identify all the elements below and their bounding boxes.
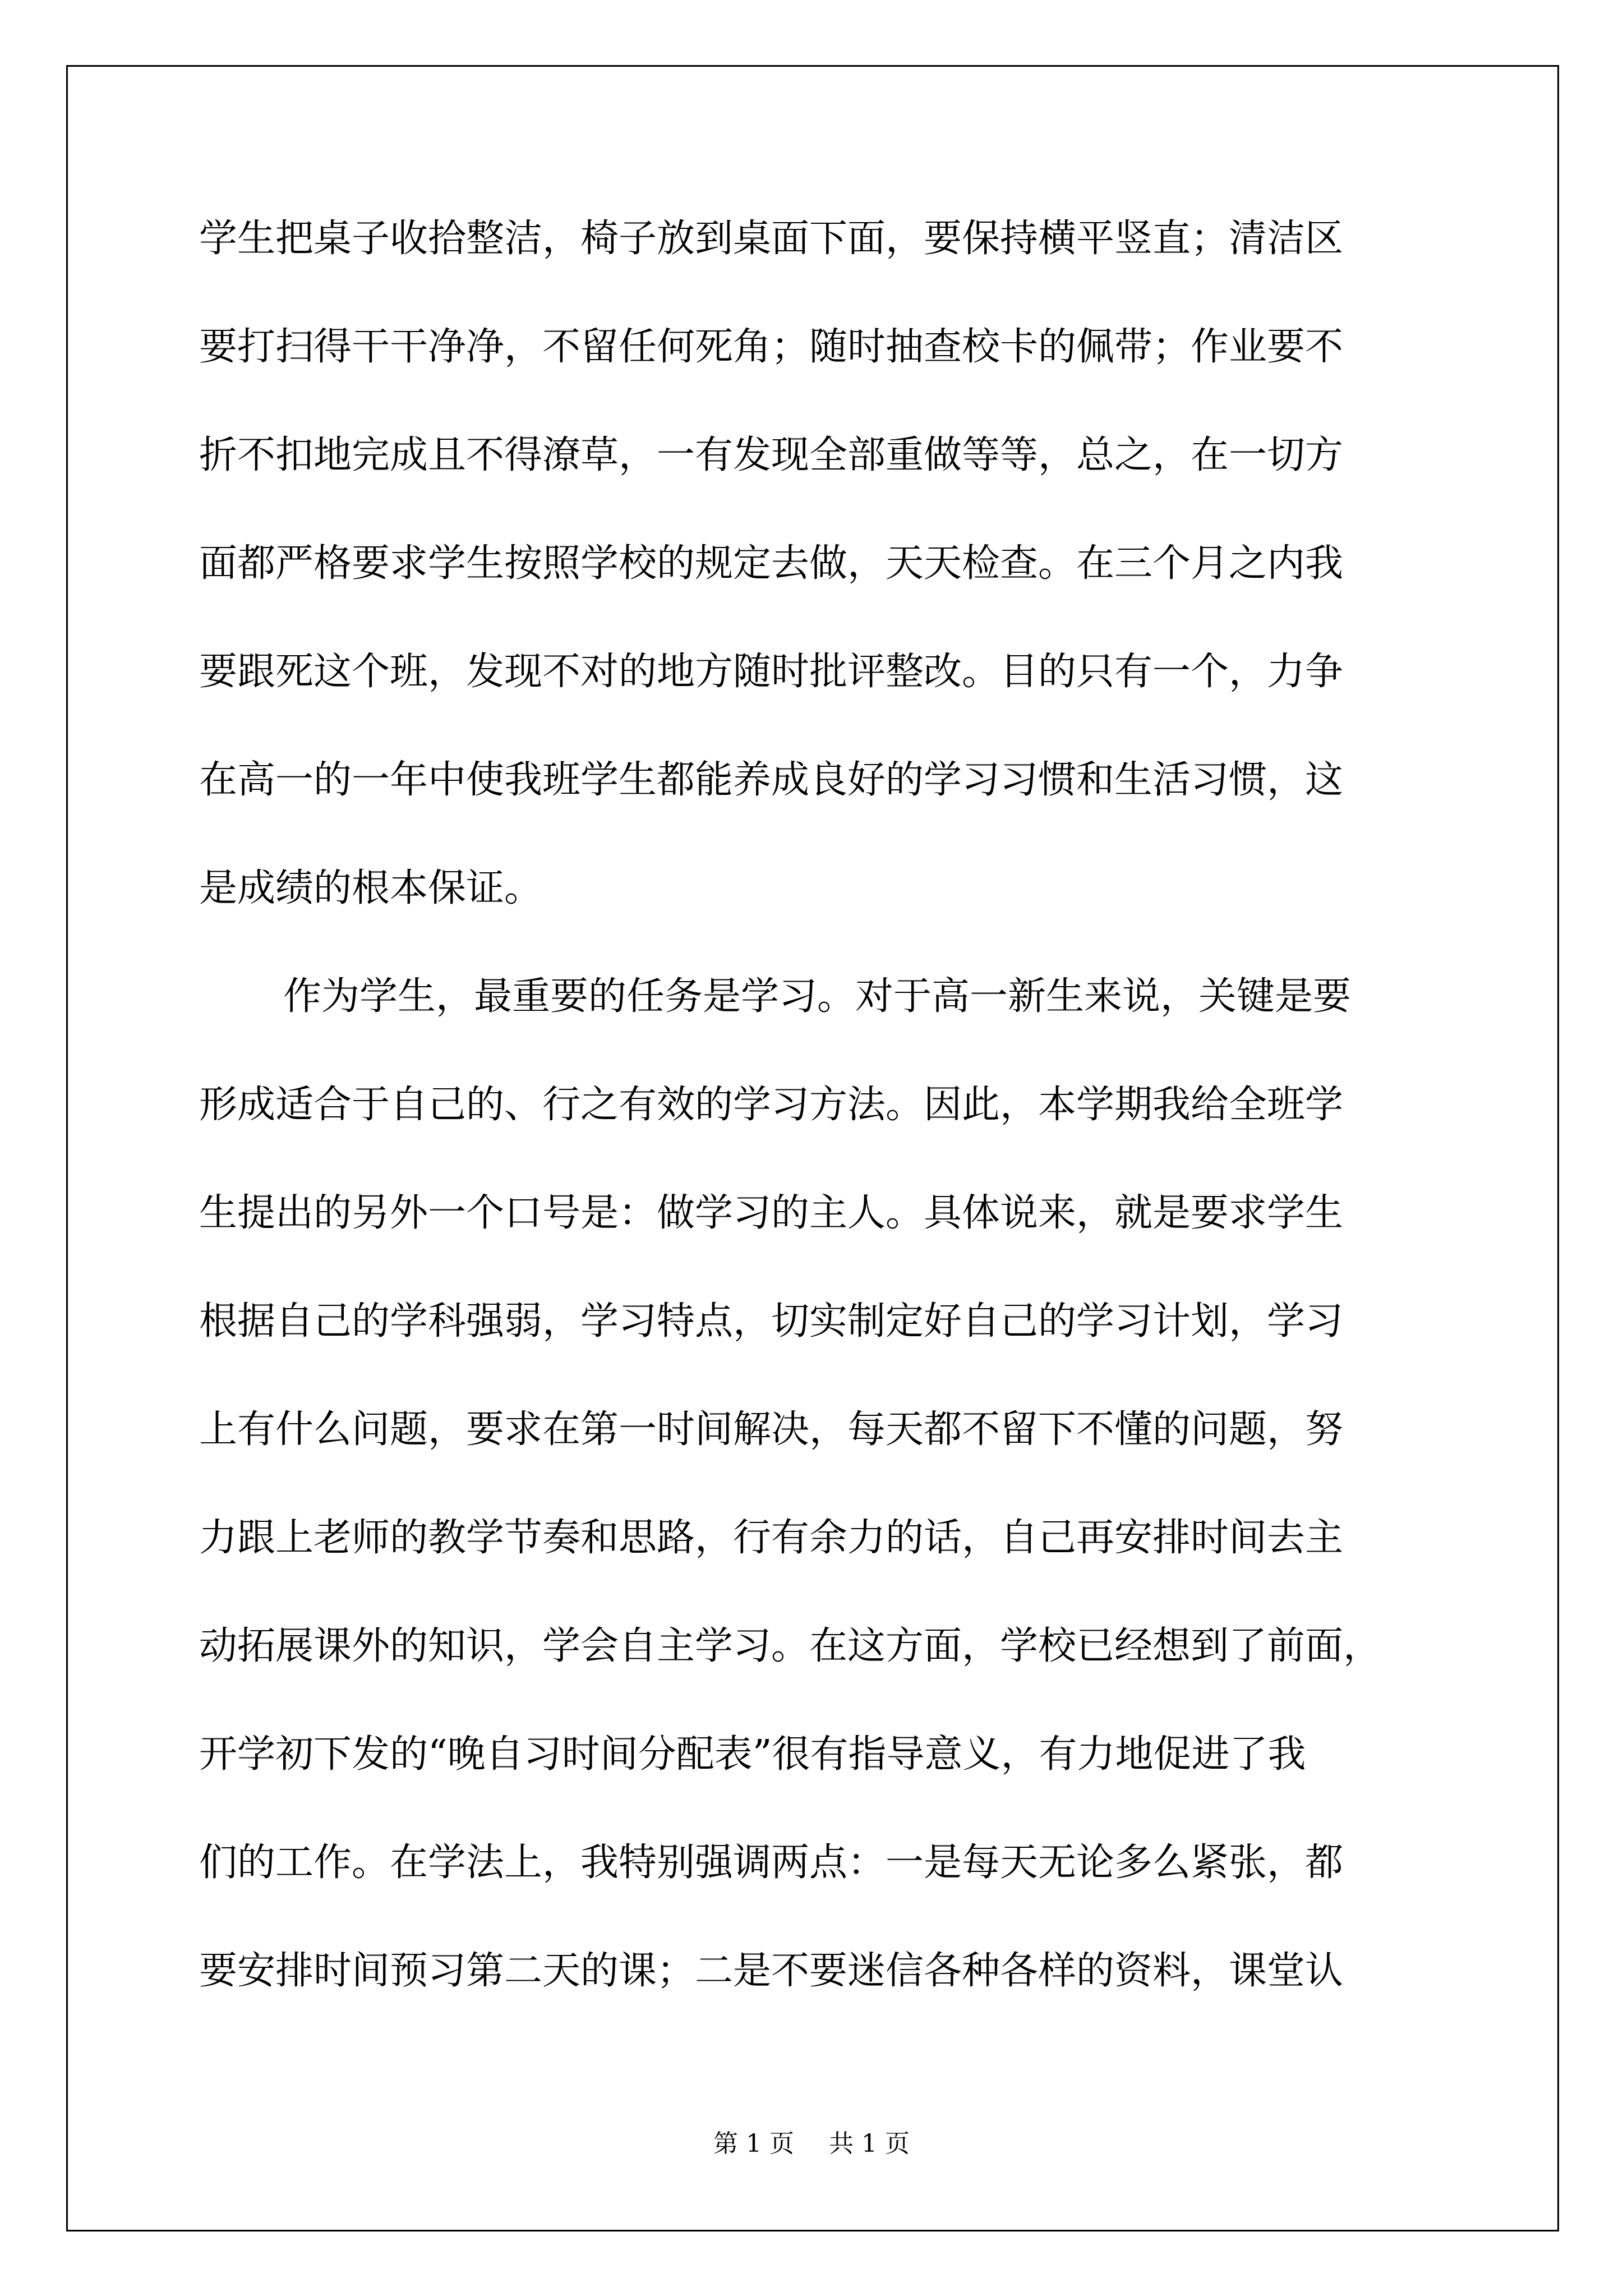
text-line: 形成适合于自己的、行之有效的学习方法。因此，本学期我给全班学: [199, 1083, 1344, 1127]
text-line: 上有什么问题，要求在第一时间解决，每天都不留下不懂的问题，努: [199, 1407, 1344, 1452]
page-number: 第 1 页: [713, 2129, 794, 2158]
text-line: 根据自己的学科强弱，学习特点，切实制定好自己的学习计划，学习: [199, 1299, 1344, 1343]
text-line: 动拓展课外的知识，学会自主学习。在这方面，学校已经想到了前面，: [199, 1624, 1382, 1668]
text-line: 要跟死这个班，发现不对的地方随时批评整改。目的只有一个，力争: [199, 650, 1344, 694]
text-line-indented: 作为学生，最重要的任务是学习。对于高一新生来说，关键是要: [283, 974, 1352, 1019]
text-line: 生提出的另外一个口号是：做学习的主人。具体说来，就是要求学生: [199, 1191, 1344, 1235]
text-line: 力跟上老师的教学节奏和思路，行有余力的话，自己再安排时间去主: [199, 1516, 1344, 1560]
document-body: [199, 217, 1427, 2060]
text-line: 要安排时间预习第二天的课；二是不要迷信各种各样的资料，课堂认: [199, 1949, 1344, 1993]
text-line: 们的工作。在学法上，我特别强调两点：一是每天无论多么紧张，都: [199, 1841, 1344, 1885]
text-line: 要打扫得干干净净，不留任何死角；随时抽查校卡的佩带；作业要不: [199, 325, 1344, 369]
text-line: 面都严格要求学生按照学校的规定去做，天天检查。在三个月之内我: [199, 541, 1344, 586]
text-line: 学生把桌子收拾整洁，椅子放到桌面下面，要保持横平竖直；清洁区: [199, 217, 1344, 261]
page-total: 共 1 页: [829, 2129, 910, 2158]
page-footer: [0, 2129, 1623, 2158]
text-line: 折不扣地完成且不得潦草，一有发现全部重做等等，总之，在一切方: [199, 433, 1344, 477]
text-line: 在高一的一年中使我班学生都能养成良好的学习习惯和生活习惯，这: [199, 758, 1344, 802]
text-line: 开学初下发的“晚自习时间分配表”很有指导意义，有力地促进了我: [199, 1732, 1306, 1777]
text-line: 是成绩的根本保证。: [199, 866, 543, 910]
